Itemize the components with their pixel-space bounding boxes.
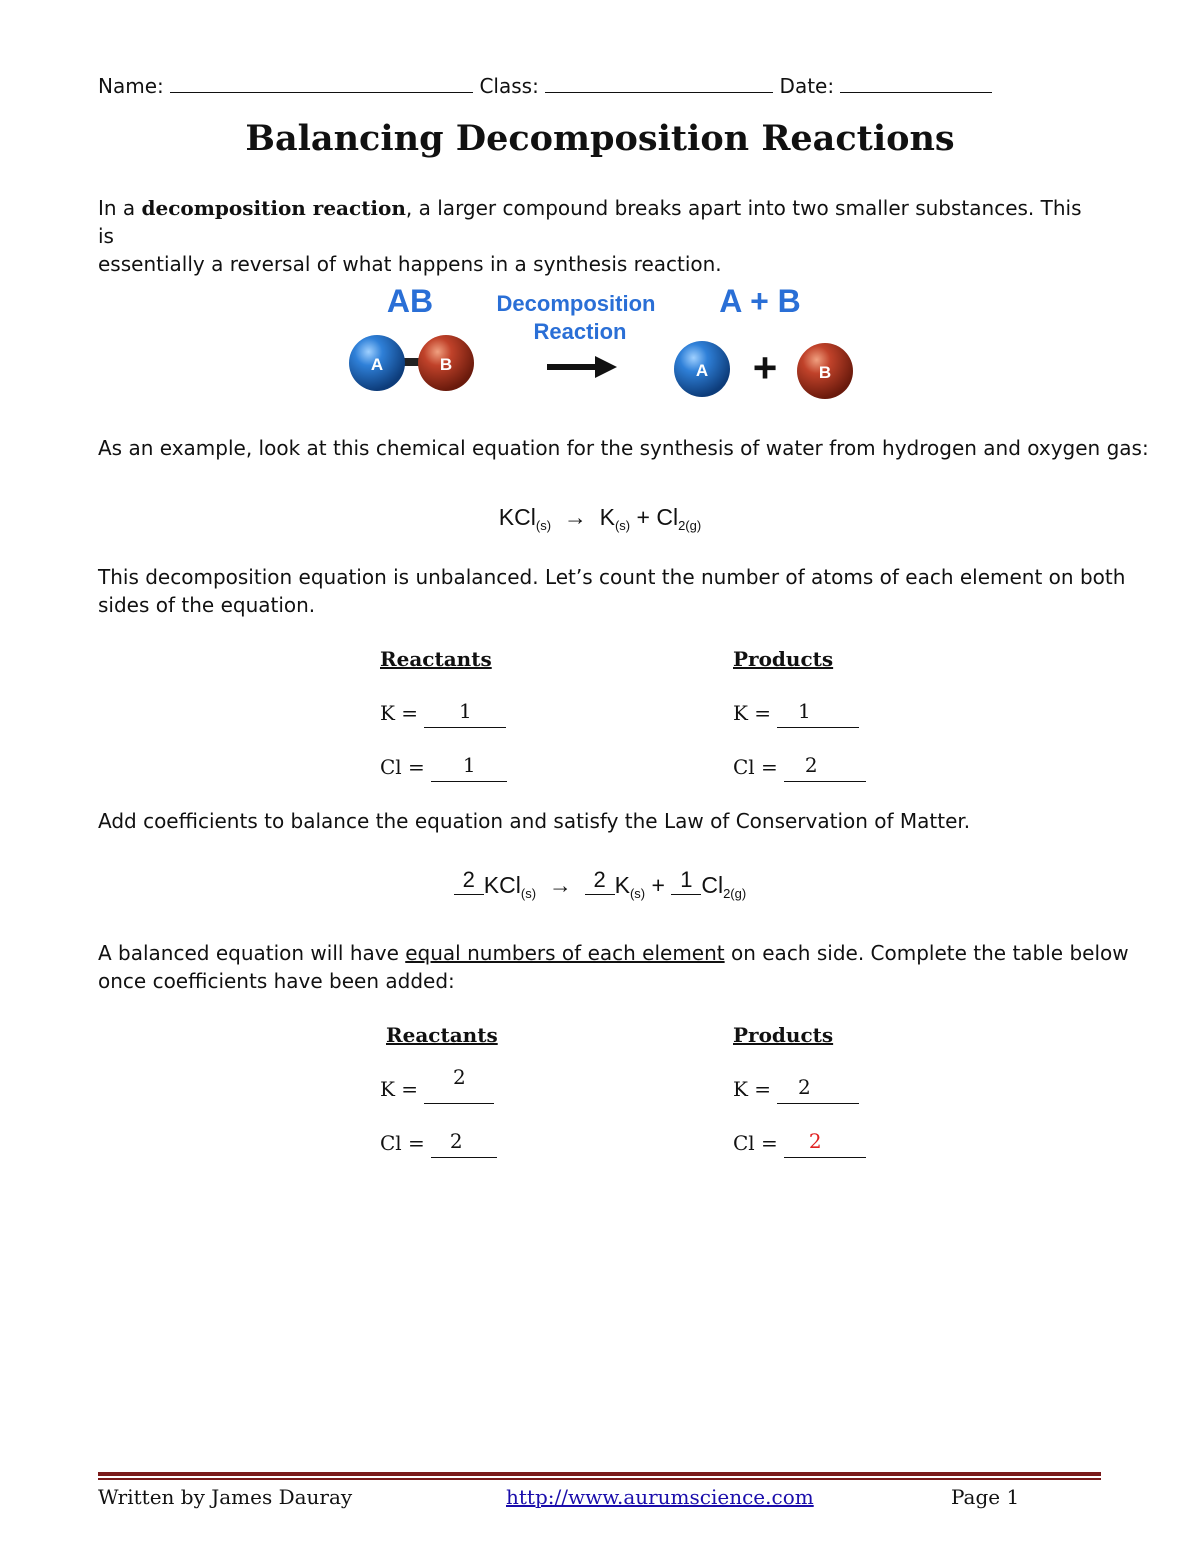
eq2-coefficient-1-value: 2 bbox=[462, 867, 475, 892]
eq1-arrow-icon: → bbox=[563, 504, 587, 530]
reactant-k-answer-2[interactable] bbox=[424, 1065, 494, 1104]
product-cl-value-2: 2 bbox=[808, 1129, 822, 1153]
class-label: Class: bbox=[479, 74, 539, 98]
reactant-cl-row-1 bbox=[380, 753, 507, 782]
eq2-coefficient-3[interactable] bbox=[671, 867, 701, 895]
reactant-cl-value-1: 1 bbox=[462, 753, 476, 777]
reactant-k-value-1: 1 bbox=[459, 699, 472, 723]
product-cl-answer-2[interactable] bbox=[784, 1129, 866, 1158]
class-field[interactable] bbox=[545, 72, 773, 93]
product-cl-label-1: Cl = bbox=[733, 755, 778, 779]
product-label: A + B bbox=[719, 283, 801, 319]
unbalanced-paragraph bbox=[98, 563, 1126, 619]
atom-b-bonded-label: B bbox=[439, 355, 453, 374]
reactant-cl-label-2: Cl = bbox=[380, 1131, 425, 1155]
reactant-k-value-2: 2 bbox=[453, 1065, 466, 1089]
balanced-paragraph bbox=[98, 939, 1129, 995]
eq2-kcl: KCl bbox=[483, 872, 521, 898]
atom-b-free-label: B bbox=[818, 363, 832, 382]
footer-page-number: Page 1 bbox=[951, 1485, 1020, 1509]
eq2-cl2: Cl bbox=[701, 872, 724, 898]
unbalanced-text-2: sides of the equation. bbox=[98, 593, 316, 617]
eq1-kcl: KCl bbox=[498, 504, 536, 530]
reactants-heading-1: Reactants bbox=[380, 647, 492, 671]
reactant-k-label-1: K = bbox=[380, 701, 419, 725]
eq2-coefficient-1[interactable] bbox=[454, 867, 484, 895]
reactant-k-row-2 bbox=[380, 1065, 494, 1104]
reactant-cl-answer-1[interactable] bbox=[431, 753, 507, 782]
eq2-kcl-state: (s) bbox=[520, 886, 537, 901]
product-k-value-1: 1 bbox=[798, 699, 811, 723]
eq1-k: K bbox=[599, 504, 615, 530]
balanced-text-2: on each side. Complete the table below bbox=[724, 941, 1129, 965]
example-text: As an example, look at this chemical equation for the synthesis of water from hydrogen and oxygen gas: bbox=[98, 436, 1149, 460]
reactant-cl-answer-2[interactable] bbox=[431, 1129, 497, 1158]
date-label: Date: bbox=[779, 74, 835, 98]
count-table-1 bbox=[380, 645, 880, 785]
equation-unbalanced bbox=[0, 504, 1200, 533]
intro-text-3: essentially a reversal of what happens in a synthesis reaction. bbox=[98, 252, 722, 276]
eq1-cl2: Cl bbox=[656, 504, 679, 530]
product-k-label-1: K = bbox=[733, 701, 772, 725]
eq1-k-state: (s) bbox=[614, 518, 631, 533]
intro-text-1: In a bbox=[98, 196, 142, 220]
product-cl-value-1: 2 bbox=[804, 753, 818, 777]
eq2-coefficient-2-value: 2 bbox=[593, 867, 606, 892]
product-cl-answer-1[interactable] bbox=[784, 753, 866, 782]
eq2-coefficient-2[interactable] bbox=[585, 867, 615, 895]
reaction-arrow-icon bbox=[547, 356, 617, 378]
atom-a-bonded-label: A bbox=[370, 355, 384, 374]
product-k-row-1 bbox=[733, 699, 859, 728]
products-heading-1: Products bbox=[733, 647, 834, 671]
eq1-plus: + bbox=[636, 504, 650, 530]
atom-a-free-label: A bbox=[695, 361, 709, 380]
eq1-cl2-state: 2(g) bbox=[678, 518, 702, 533]
name-label: Name: bbox=[98, 74, 164, 98]
footer-link[interactable]: http://www.aurumscience.com bbox=[506, 1485, 814, 1509]
reactant-k-row-1 bbox=[380, 699, 506, 728]
products-heading-2: Products bbox=[733, 1023, 834, 1047]
reactant-k-answer-1[interactable] bbox=[424, 699, 506, 728]
reactants-heading-2: Reactants bbox=[386, 1023, 498, 1047]
reactant-cl-row-2 bbox=[380, 1129, 497, 1158]
eq1-kcl-state: (s) bbox=[535, 518, 552, 533]
arrow-text-2: Reaction bbox=[533, 319, 627, 344]
eq2-k: K bbox=[614, 872, 630, 898]
footer-author: Written by James Dauray bbox=[98, 1485, 353, 1509]
decomposition-diagram bbox=[340, 280, 870, 410]
balanced-text-3: once coefficients have been added: bbox=[98, 969, 455, 993]
product-k-answer-1[interactable] bbox=[777, 699, 859, 728]
product-cl-label-2: Cl = bbox=[733, 1131, 778, 1155]
balanced-text-underlined: equal numbers of each element bbox=[405, 941, 725, 965]
reactant-cl-label-1: Cl = bbox=[380, 755, 425, 779]
eq2-cl2-state: 2(g) bbox=[723, 886, 747, 901]
product-cl-row-2 bbox=[733, 1129, 866, 1158]
date-field[interactable] bbox=[840, 72, 992, 93]
diagram-svg bbox=[340, 280, 870, 410]
reactant-label: AB bbox=[386, 283, 434, 319]
count-table-2 bbox=[380, 1021, 880, 1161]
eq2-k-state: (s) bbox=[629, 886, 646, 901]
product-k-row-2 bbox=[733, 1075, 859, 1104]
product-k-label-2: K = bbox=[733, 1077, 772, 1101]
product-cl-row-1 bbox=[733, 753, 866, 782]
header-fields bbox=[98, 72, 992, 100]
product-k-value-2: 2 bbox=[798, 1075, 811, 1099]
eq2-plus: + bbox=[651, 872, 665, 898]
equation-balanced bbox=[0, 867, 1200, 901]
footer-rule-thick bbox=[98, 1472, 1101, 1476]
plus-sign: + bbox=[752, 344, 778, 391]
unbalanced-text-1: This decomposition equation is unbalanced. Let’s count the number of atoms of each element on both bbox=[98, 565, 1126, 589]
reactant-k-label-2: K = bbox=[380, 1077, 419, 1101]
coefficients-text: Add coefficients to balance the equation and satisfy the Law of Conservation of Matter. bbox=[98, 809, 971, 833]
intro-paragraph bbox=[98, 194, 1098, 278]
arrow-text-1: Decomposition bbox=[496, 291, 656, 316]
eq2-arrow-icon: → bbox=[548, 872, 572, 898]
name-field[interactable] bbox=[170, 72, 473, 93]
footer-rule-thin bbox=[98, 1478, 1101, 1480]
page-title: Balancing Decomposition Reactions bbox=[245, 118, 955, 159]
eq2-coefficient-3-value: 1 bbox=[680, 867, 693, 892]
intro-term: decomposition reaction bbox=[141, 196, 406, 220]
intro-text-2: , a larger compound breaks apart into two smaller substances. This is bbox=[98, 196, 1082, 248]
reactant-cl-value-2: 2 bbox=[449, 1129, 463, 1153]
balanced-text-1: A balanced equation will have bbox=[98, 941, 406, 965]
product-k-answer-2[interactable] bbox=[777, 1075, 859, 1104]
